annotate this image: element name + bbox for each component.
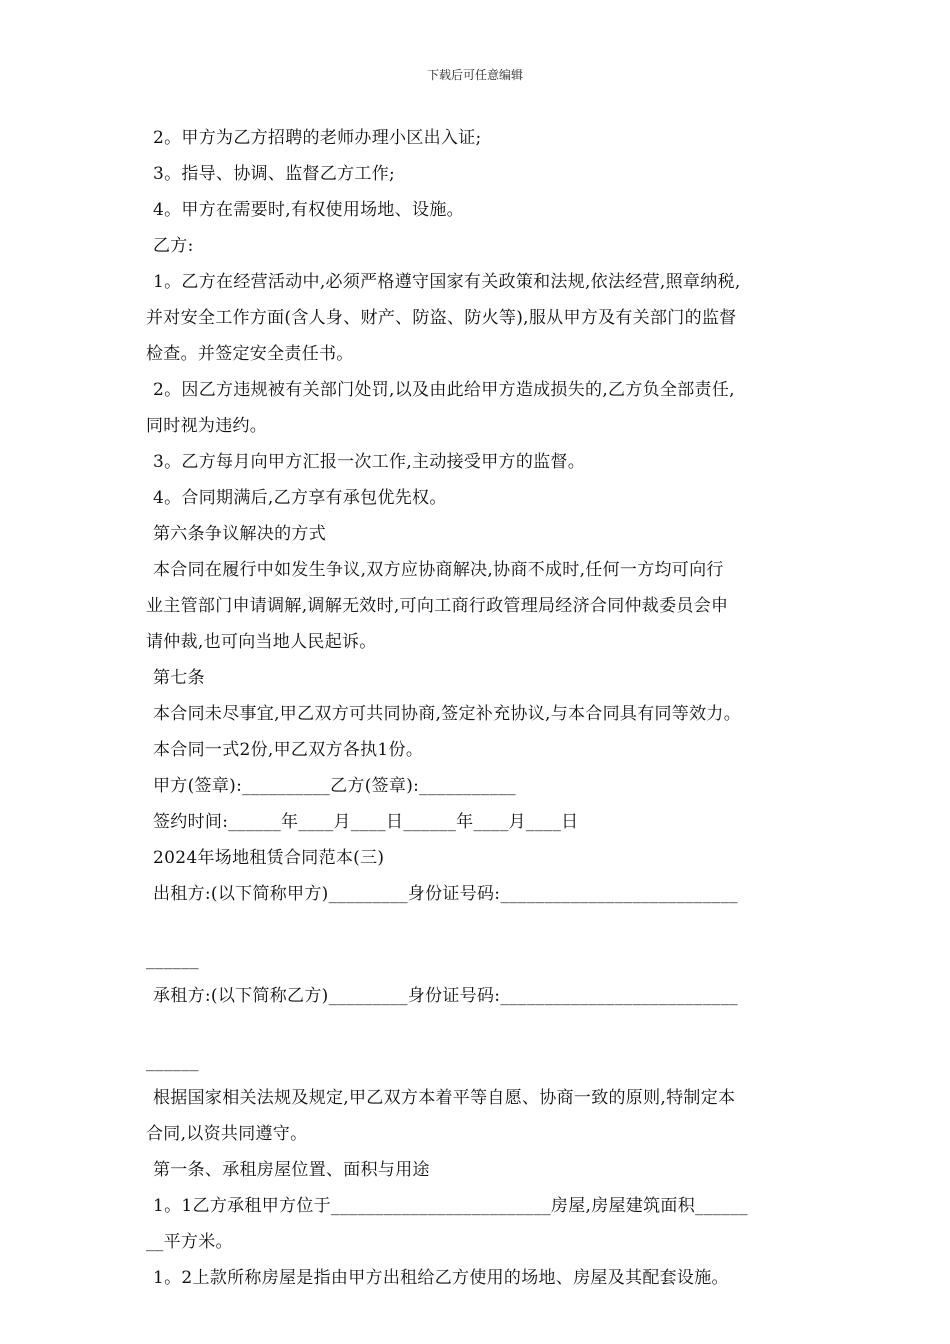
text-line: 乙方: <box>153 236 194 256</box>
text-line: 根据国家相关法规及规定,甲乙双方本着平等自愿、协商一致的原则,特制定本 <box>153 1088 736 1108</box>
section-heading: 第六条争议解决的方式 <box>153 524 326 544</box>
text-line: 请仲裁,也可向当地人民起诉。 <box>146 632 377 652</box>
text-line: 并对安全工作方面(含人身、财产、防盗、防火等),服从甲方及有关部门的监督 <box>146 308 737 328</box>
section-heading: 第七条 <box>153 668 205 688</box>
text-line: 同时视为违约。 <box>146 416 268 436</box>
text-line: 3。指导、协调、监督乙方工作; <box>153 164 396 184</box>
document-title: 2024年场地租赁合同范本(三) <box>153 848 385 868</box>
text-line: 1。1乙方承租甲方位于_________________________房屋,房屋建筑面积______ <box>153 1196 748 1216</box>
text-line: 2。甲方为乙方招聘的老师办理小区出入证; <box>153 128 482 148</box>
text-line: 业主管部门申请调解,调解无效时,可向工商行政管理局经济合同仲裁委员会申 <box>146 596 729 616</box>
text-line: 1。2上款所称房屋是指由甲方出租给乙方使用的场地、房屋及其配套设施。 <box>153 1268 729 1288</box>
signature-line: 甲方(签章):__________乙方(签章):___________ <box>153 776 516 796</box>
text-line: 4。合同期满后,乙方享有承包优先权。 <box>153 488 447 508</box>
text-line: 2。因乙方违规被有关部门处罚,以及由此给甲方造成损失的,乙方负全部责任, <box>153 380 735 400</box>
lessee-line: 承租方:(以下简称乙方)_________身份证号码:___________________________ <box>153 986 738 1006</box>
document-body <box>146 120 810 1296</box>
section-heading: 第一条、承租房屋位置、面积与用途 <box>153 1160 430 1180</box>
text-line: __平方米。 <box>146 1232 233 1252</box>
lessor-line: 出租方:(以下简称甲方)_________身份证号码:___________________________ <box>153 884 738 904</box>
date-line: 签约时间:______年____月____日______年____月____日 <box>153 812 579 832</box>
text-line: 本合同一式2份,甲乙双方各执1份。 <box>153 740 424 760</box>
text-line: 检查。并签定安全责任书。 <box>146 344 354 364</box>
blank-line: ______ <box>146 1052 199 1072</box>
text-line: 本合同在履行中如发生争议,双方应协商解决,协商不成时,任何一方均可向行 <box>153 560 724 580</box>
page-header: 下载后可任意编辑 <box>426 68 523 82</box>
text-line: 本合同未尽事宜,甲乙双方可共同协商,签定补充协议,与本合同具有同等效力。 <box>153 704 742 724</box>
text-line: 1。乙方在经营活动中,必须严格遵守国家有关政策和法规,依法经营,照章纳税, <box>153 272 741 292</box>
text-line: 3。乙方每月向甲方汇报一次工作,主动接受甲方的监督。 <box>153 452 586 472</box>
text-line: 4。甲方在需要时,有权使用场地、设施。 <box>153 200 464 220</box>
text-line: 合同,以资共同遵守。 <box>146 1124 308 1144</box>
blank-line: ______ <box>146 950 199 970</box>
